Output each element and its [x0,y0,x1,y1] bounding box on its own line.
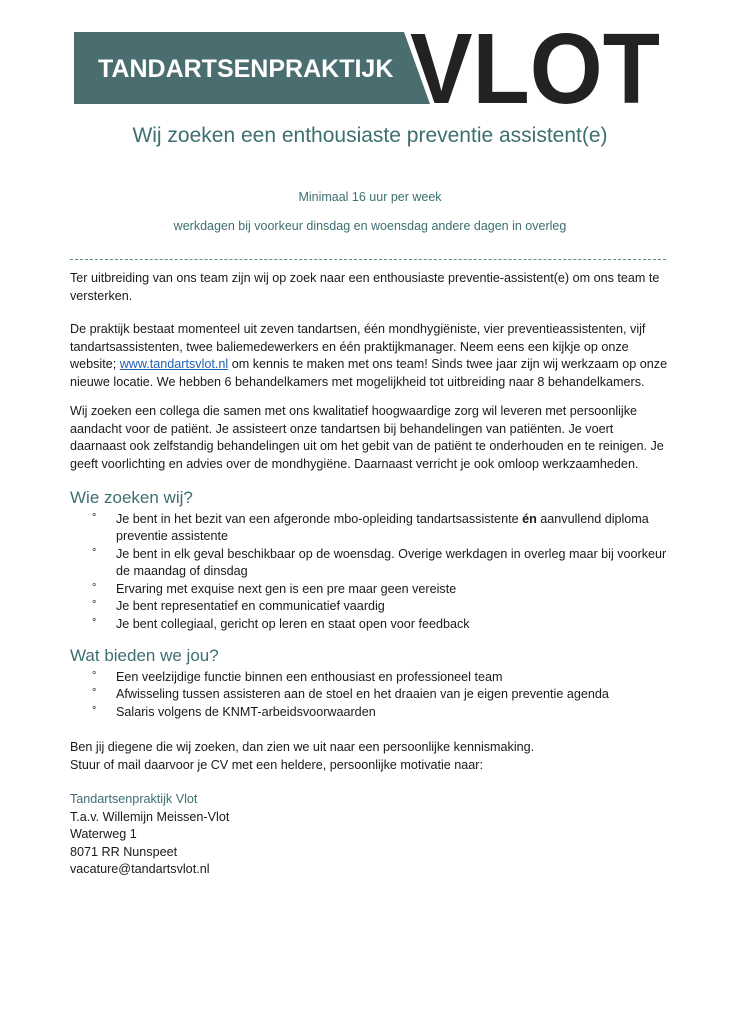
intro-paragraph: Ter uitbreiding van ons team zijn wij op zoek naar een enthousiaste preventie-assistent(e) om ons team te versterken. [70,271,660,303]
address-street: Waterweg 1 [70,827,137,841]
list-item-text: Salaris volgens de KNMT-arbeidsvoorwaarden [116,704,376,719]
hours-subtitle: Minimaal 16 uur per week [298,190,442,204]
list-item [92,511,670,546]
bullet-icon: ° [92,599,97,611]
offer-heading: Wat bieden we jou? [70,646,219,665]
bullet-icon: ° [92,546,97,559]
list-item [92,616,670,634]
list-item [92,686,670,704]
bullet-icon: ° [92,511,97,524]
colleague-paragraph: Wij zoeken een collega die samen met ons kwalitatief hoogwaardige zorg wil leveren met persoonlijke aandacht voor de patiënt. Je assisteert onze tandartsen bij behandelingen van patiënten. Je voert daarnaast ook zelfstandig behandelingen uit om het gebit van de patiënt te onderhouden en te reinigen. Je geeft voorlichting en advies over de mondhygiëne. Daarnaast verricht je ook omloop werkzaamheden. [70,404,664,471]
list-item-text: aanvullend diploma preventie assistente [116,511,649,543]
list-item-text: Je bent collegiaal, gericht op leren en staat open voor feedback [116,616,470,631]
list-item-text: Een veelzijdige functie binnen een enthousiast en professioneel team [116,669,503,684]
contact-address [70,791,670,879]
list-item-text: Je bent in elk geval beschikbaar op de woensdag. Overige werkdagen in overleg maar bij voorkeur de maandag of dinsdag [116,546,667,578]
closing-line-2: Stuur of mail daarvoor je CV met een heldere, persoonlijke motivatie naar: [70,757,484,772]
list-item [92,598,670,616]
bullet-icon: ° [92,669,97,682]
contact-email[interactable]: vacature@tandartsvlot.nl [70,862,210,876]
practice-paragraph [70,321,670,391]
divider [70,259,666,260]
company-logo [74,32,662,104]
list-item-text: Je bent representatief en communicatief vaardig [116,599,385,613]
offer-list [70,669,670,722]
bullet-icon: ° [92,616,97,629]
bullet-icon: ° [92,687,97,699]
practice-text-2: om kennis te maken met ons team! Sinds twee jaar zijn wij werkzaam op onze nieuwe locatie. We hebben 6 behandelkamers met mogelijkheid tot uitbreiding naar 8 behandelkamers. [70,357,668,389]
list-item [92,581,670,599]
closing-line-1: Ben jij diegene die wij zoeken, dan zien we uit naar een persoonlijke kennismaking. [70,740,535,754]
who-list [70,511,670,634]
list-item-text: Je bent in het bezit van een afgeronde mbo-opleiding tandartsassistente [116,511,523,526]
website-link[interactable]: www.tandartsvlot.nl [119,357,229,371]
list-item [92,704,670,722]
workdays-subtitle: werkdagen bij voorkeur dinsdag en woensdag andere dagen in overleg [173,219,567,233]
page-title: Wij zoeken een enthousiaste preventie assistent(e) [132,124,608,147]
logo-text-right: VLOT [410,32,660,104]
practice-text-1: De praktijk bestaat momenteel uit zeven tandartsen, één mondhygiëniste, vier preventieassistenten, vijf tandartsassistenten, twee baliemedewerkers en één praktijkmanager. Neem eens een kijkje op onze website; [70,322,646,371]
logo-text-left: TANDARTSENPRAKTIJK [98,55,394,83]
list-item-text: Afwisseling tussen assisteren aan de stoel en het draaien van je eigen preventie agenda [116,687,609,701]
vacancy-body [70,270,670,879]
address-attention: T.a.v. Willemijn Meissen-Vlot [70,809,230,824]
list-item [92,669,670,687]
bullet-icon: ° [92,581,97,594]
bullet-icon: ° [92,704,97,717]
address-company: Tandartsenpraktijk Vlot [70,792,198,806]
who-heading: Wie zoeken wij? [70,488,193,507]
list-item-emphasis: én [522,511,537,526]
list-item-text: Ervaring met exquise next gen is een pre maar geen vereiste [116,581,457,596]
address-city: 8071 RR Nunspeet [70,844,178,859]
list-item [92,546,670,581]
